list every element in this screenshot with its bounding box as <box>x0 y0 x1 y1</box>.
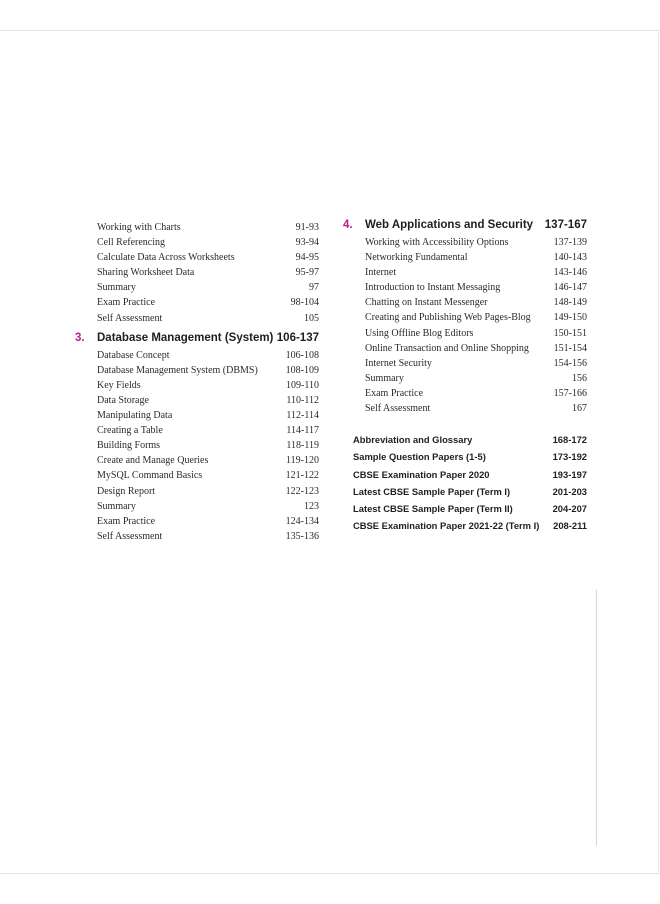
entry-pages: 123 <box>304 500 319 512</box>
toc-entry[interactable] <box>97 280 319 295</box>
toc-entry[interactable] <box>97 348 319 363</box>
entry-pages: 201-203 <box>552 485 587 497</box>
toc-entry[interactable] <box>365 341 587 356</box>
chapter-number: 4. <box>343 219 353 231</box>
entry-pages: 109-110 <box>286 379 319 391</box>
chapter-number: 3. <box>75 331 85 344</box>
entry-pages: 114-117 <box>286 425 319 437</box>
entry-title: Exam Practice <box>97 515 156 527</box>
toc-entry[interactable] <box>97 393 319 408</box>
toc-entry[interactable] <box>97 453 319 468</box>
entry-title: Manipulating Data <box>97 410 173 422</box>
entry-pages: 140-143 <box>553 252 587 264</box>
toc-entry-bold[interactable] <box>353 466 587 483</box>
toc-entry[interactable] <box>97 363 319 378</box>
entry-pages: 148-149 <box>553 297 587 309</box>
entry-title: Creating and Publishing Web Pages-Blog <box>365 312 531 324</box>
toc-entry[interactable] <box>365 250 587 265</box>
entry-pages: 106-108 <box>285 349 319 361</box>
entry-pages: 95-97 <box>295 267 319 279</box>
toc-entry[interactable] <box>97 235 319 250</box>
toc-entry[interactable] <box>365 401 587 416</box>
toc-entry[interactable] <box>365 356 587 371</box>
toc-entry-bold[interactable] <box>353 500 587 517</box>
entry-title: Sample Question Papers (1-5) <box>353 451 486 463</box>
entry-pages: 97 <box>309 282 319 294</box>
entry-title: Latest CBSE Sample Paper (Term II) <box>353 502 513 514</box>
toc-entry[interactable] <box>97 499 319 514</box>
entry-pages: 204-207 <box>552 502 587 514</box>
toc-entry[interactable] <box>365 295 587 310</box>
entry-pages: 93-94 <box>295 237 319 249</box>
toc-entry[interactable] <box>97 408 319 423</box>
margin-rule <box>596 590 597 846</box>
entry-title: Database Concept <box>97 349 170 361</box>
entry-title: Calculate Data Across Worksheets <box>97 252 235 264</box>
entry-pages: 137-139 <box>553 237 587 248</box>
toc-entry[interactable] <box>97 378 319 393</box>
entry-pages: 112-114 <box>286 410 319 422</box>
entry-pages: 173-192 <box>552 451 587 463</box>
entry-pages: 193-197 <box>552 468 587 480</box>
entry-pages: 94-95 <box>295 252 319 264</box>
toc-entry[interactable] <box>97 484 319 499</box>
entry-title: Self Assessment <box>97 530 163 542</box>
toc-entry[interactable] <box>365 371 587 386</box>
entry-title: Creating a Table <box>97 425 163 437</box>
entry-title: Networking Fundamental <box>365 252 468 264</box>
entry-title: Database Management System (DBMS) <box>97 364 258 376</box>
entry-pages: 149-150 <box>553 312 587 324</box>
entry-pages: 167 <box>572 403 587 415</box>
entry-title: Create and Manage Queries <box>97 455 209 467</box>
entry-title: Abbreviation and Glossary <box>353 434 473 446</box>
entry-title: Self Assessment <box>97 312 163 324</box>
entry-title: Summary <box>97 282 136 294</box>
entry-title: Internet <box>365 267 397 279</box>
toc-entry[interactable] <box>97 295 319 310</box>
chapter-3-heading[interactable] <box>75 332 319 348</box>
toc-entry-bold[interactable] <box>353 517 587 534</box>
entry-pages: 154-156 <box>553 357 587 369</box>
entry-pages: 150-151 <box>553 327 587 339</box>
entry-title: Chatting on Instant Messenger <box>365 297 488 309</box>
entry-title: Sharing Worksheet Data <box>97 267 195 279</box>
chapter-title: Database Management (System) <box>97 331 274 344</box>
chapter-4-heading[interactable] <box>343 219 587 235</box>
entry-title: MySQL Command Basics <box>97 470 203 482</box>
entry-pages: 122-123 <box>285 485 319 497</box>
entry-title: Cell Referencing <box>97 237 166 249</box>
toc-entry[interactable] <box>97 250 319 265</box>
chapter-pages: 106-137 <box>276 331 319 344</box>
chapter-title: Web Applications and Security <box>365 219 534 231</box>
toc-entry-bold[interactable] <box>353 431 587 448</box>
entry-pages: 108-109 <box>285 364 319 376</box>
toc-entry[interactable] <box>365 265 587 280</box>
toc-entry[interactable] <box>97 265 319 280</box>
toc-entry-bold[interactable] <box>353 448 587 465</box>
back-matter-list <box>343 431 587 534</box>
toc-entry[interactable] <box>365 386 587 401</box>
entry-pages: 156 <box>572 372 587 384</box>
entry-pages: 98-104 <box>290 297 319 309</box>
entry-title: Exam Practice <box>97 297 156 309</box>
entry-pages: 105 <box>304 312 319 324</box>
entry-title: Key Fields <box>97 379 141 391</box>
entry-title: Design Report <box>97 485 156 497</box>
entry-title: Latest CBSE Sample Paper (Term I) <box>353 485 511 497</box>
entry-title: CBSE Examination Paper 2021-22 (Term I) <box>353 520 540 532</box>
toc-entry[interactable] <box>97 311 319 326</box>
entry-title: Exam Practice <box>365 387 424 399</box>
entry-pages: 91-93 <box>295 222 319 233</box>
chapter-4-items <box>343 235 587 416</box>
entry-pages: 168-172 <box>552 434 587 446</box>
entry-title: Summary <box>365 372 404 384</box>
toc-entry[interactable] <box>97 423 319 438</box>
chapter-pages: 137-167 <box>544 219 587 231</box>
entry-pages: 119-120 <box>286 455 319 467</box>
entry-title: Introduction to Instant Messaging <box>365 282 501 294</box>
entry-title: Using Offline Blog Editors <box>365 327 474 339</box>
entry-title: Self Assessment <box>365 403 431 415</box>
toc-entry[interactable] <box>365 235 587 250</box>
entry-pages: 121-122 <box>285 470 319 482</box>
toc-entry[interactable] <box>97 438 319 453</box>
toc-entry-bold[interactable] <box>353 483 587 500</box>
entry-title: CBSE Examination Paper 2020 <box>353 468 490 480</box>
entry-title: Working with Charts <box>97 222 181 233</box>
chapter-3-items <box>75 348 319 544</box>
entry-pages: 118-119 <box>286 440 319 452</box>
entry-pages: 143-146 <box>553 267 587 279</box>
entry-pages: 110-112 <box>286 394 319 406</box>
toc-entry[interactable] <box>365 310 587 325</box>
entry-title: Building Forms <box>97 440 161 452</box>
toc-entry[interactable] <box>97 529 319 544</box>
toc-entry[interactable] <box>365 280 587 295</box>
entry-pages: 208-211 <box>553 520 587 532</box>
entry-title: Online Transaction and Online Shopping <box>365 342 529 354</box>
entry-title: Summary <box>97 500 136 512</box>
left-column <box>75 220 319 544</box>
toc-entry[interactable] <box>97 220 319 235</box>
entry-title: Working with Accessibility Options <box>365 237 509 248</box>
entry-pages: 157-166 <box>553 387 587 399</box>
top-items <box>75 220 319 326</box>
entry-pages: 146-147 <box>553 282 587 294</box>
entry-title: Internet Security <box>365 357 432 369</box>
entry-title: Data Storage <box>97 394 149 406</box>
toc-entry[interactable] <box>97 468 319 483</box>
right-column <box>343 219 587 534</box>
entry-pages: 124-134 <box>285 515 319 527</box>
entry-pages: 151-154 <box>553 342 587 354</box>
toc-entry[interactable] <box>365 326 587 341</box>
toc-entry[interactable] <box>97 514 319 529</box>
entry-pages: 135-136 <box>285 530 319 542</box>
